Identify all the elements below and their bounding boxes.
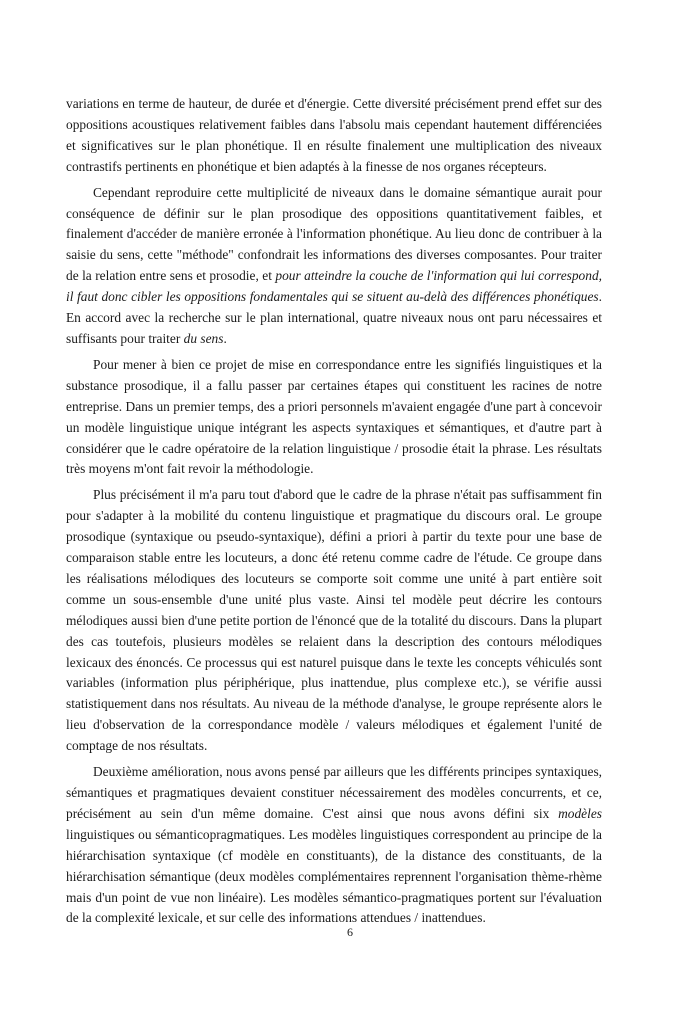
paragraph-2-text-c: . (223, 330, 227, 346)
paragraph-2-text-b: . En accord avec la recherche sur le plan international, quatre niveaux nous ont paru nécessaires et suffisants pour traiter (66, 289, 602, 346)
paragraph-5-emphasis: modèles (558, 805, 602, 821)
paragraph-4-text: Plus précisément il m'a paru tout d'abord que le cadre de la phrase n'était pas suffisamment fin pour s'adapter à la mobilité du contenu linguistique et pragmatique du discours oral. Le groupe prosodique (syntaxique ou pseudo-syntaxique), défini a priori à partir du texte pour une base de comparaison stable entre les locuteurs, a donc été retenu comme cadre de l'étude. Ce groupe dans les réalisations mélodiques des locuteurs se comporte soit comme une unité à part entière soit comme un sous-ensemble d'une unité plus vaste. Ainsi tel modèle peut décrire les contours mélodiques aussi bien d'une petite portion de l'énoncé que de la totalité du discours. Dans la plupart des cas toutefois, plusieurs modèles se relaient dans la description des contours mélodiques lexicaux des énoncés. Ce processus qui est naturel puisque dans le texte les concepts véhiculés sont variables (information plus périphérique, plus inattendue, plus complexe etc.), se vérifie aussi statistiquement dans nos résultats. Au niveau de la méthode d'analyse, le groupe représente alors le lieu d'observation de la correspondance modèle / valeurs mélodiques et également l'unité de comptage de nos résultats. (66, 487, 602, 754)
paragraph-2-emphasis-a: pour atteindre la couche de l'information qui lui correspond, il faut donc cibler les oppositions fondamentales qui se situent au-delà des différences phonétiques (66, 268, 602, 305)
paragraph-3 (66, 355, 602, 480)
page-number: 6 (347, 925, 353, 939)
paragraph-5-text-a: Deuxième amélioration, nous avons pensé par ailleurs que les différents principes syntaxiques, sémantiques et pragmatiques devaient constituer nécessairement des modèles concurrents, et ce, précisément au sein d'un même domaine. C'est ainsi que nous avons défini six (66, 764, 602, 821)
paragraph-5-text-b: linguistiques ou sémanticopragmatiques. Les modèles linguistiques correspondent au principe de la hiérarchisation syntaxique (cf modèle en constituants), de la distance des constituants, de la hiérarchisation sémantique (deux modèles complémentaires reprennent l'organisation thème-rhème mais d'un point de vue non linéaire). Les modèles sémantico-pragmatiques portent sur l'évaluation de la complexité lexicale, et sur celle des informations attendues / inattendues. (66, 826, 602, 926)
paragraph-5 (66, 762, 602, 929)
paragraph-4 (66, 485, 602, 757)
paragraph-2 (66, 183, 602, 350)
paragraph-3-text: Pour mener à bien ce projet de mise en correspondance entre les signifiés linguistiques et la substance prosodique, il a fallu passer par certaines étapes qui constituent les racines de notre entreprise. Dans un premier temps, des a priori personnels m'avaient engagée d'une part à concevoir un modèle linguistique unique intégrant les aspects syntaxiques et sémantiques, et d'autre part à considérer que le cadre opératoire de la relation linguistique / prosodie était la phrase. Les résultats très moyens m'ont fait revoir la méthodologie. (66, 356, 602, 477)
paragraph-1 (66, 94, 602, 178)
paragraph-2-emphasis-b: du sens (183, 330, 224, 346)
document-page (66, 94, 602, 934)
paragraph-1-text: variations en terme de hauteur, de durée et d'énergie. Cette diversité précisément prend effet sur des oppositions acoustiques relativement faibles dans l'absolu mais cependant hautement différenciées et significatives sur le plan phonétique. Il en résulte finalement une multiplication des niveaux contrastifs pertinents en phonétique et bien adaptés à la finesse de nos organes récepteurs. (66, 96, 602, 174)
paragraph-2-text-a: Cependant reproduire cette multiplicité de niveaux dans le domaine sémantique aurait pour conséquence de définir sur le plan prosodique des oppositions quantitativement faibles, et finalement d'accéder de manière erronée à l'information phonétique. Au lieu donc de contribuer à la saisie du sens, cette "méthode" confondrait les informations des diverses composantes. Pour traiter de la relation entre sens et prosodie, et (66, 184, 602, 284)
